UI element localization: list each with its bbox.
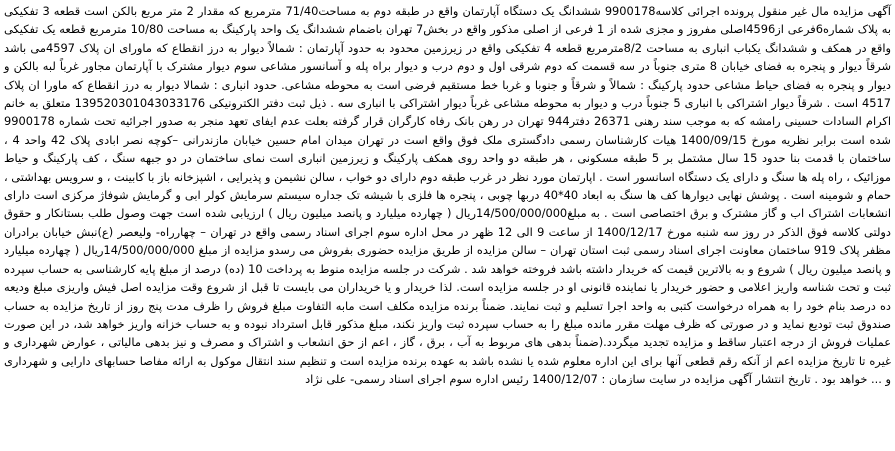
auction-notice-text: آگهی مزایده مال غیر منقول پرونده اجرائی کلاسه9900178 ششدانگ یک دستگاه آپارتمان واقع در طبقه دوم به مساحت71/40 مترمربع که مقدار 2 متر مربع بالکن است قطعه 3 تفکیکی به پلاک شماره6فرعی از4596اصلی مفروز و مجزی شده از 1 فرعی از اصلی مذکور واقع در بخش7 تهران باضمام ششدانگ یک واحد پارکینگ به مساحت 10/80 مترمربع قطعه یک تفکیکی واقع در همکف و ششدانگ یکباب انباری به مساحت 8/2مترمربع قطعه 4 تفکیکی واقع در زیرزمین محدود به حدود آپارتمان : شمالاً دیوار به درز انقطاع که ماورای ان پلاک 4597می باشد شرقاً دیوار و پنجره به فضای خیابان 8 متری جنوباً در سه قسمت که دوم شرقی اول و دوم درب و دیوار براه پله و آسانسور مشاعی سوم دیوار مشترک با آپارتمان مجاور غرباً لبه بالکن و دیوار و پنجره به فضای حیاط مشاعی حدود پارکینگ : شمالاً و شرقاً و جنوبا و غربا خط مستقیم فرضی است به محوطه مشاعی. حدود انباری : شمالا دیوار به درز انقطاع که ماورا ان پلاک 4517 است . شرقاً دیوار اشتراکی با انباری 5 جنوباً درب و دیوار به محوطه مشاعی غرباً دیوار اشتراکی با انباری سه . ذیل ثبت دفتر الکترونیکی 139520301043033176 متعلق به خانم اکرام السادات حسینی رامشه که به موجب سند رهنی 26371 دفتر944 تهران در رهن بانک رفاه کارگران قرار گرفته بعلت عدم ایفای تعهد منجر به صدور اجرائیه تحت شماره 9900178 شده است برابر نظریه مورخ 1400/09/15 هیات کارشناسان رسمی دادگستری ملک فوق واقع است در تهران میدان امام حسین خیابان مازندرانی –کوچه نصر ابادی پلاک 42 واحد 4 ، ساختمان با قدمت بنا حدود 15 سال مشتمل بر 5 طبقه مسکونی ، هر طبقه دو واحد روی همکف پارکینگ و زیرزمین انباری است نمای ساختمان در دو جبهه سنگ ، کف پارکینگ و حیاط موزائیک ، راه پله ها سنگ و دارای یک دستگاه اسانسور است . اپارتمان مورد نظر در غرب طبقه دوم دارای دو خواب ، سالن نشیمن و پذیرایی ، اشپزخانه باز با کابینت ، و سرویس بهداشتی ، حمام و شومینه است . پوشش نهایی دیوارها کف ها سنگ به ابعاد 40*40 دربها چوبی ، پنجره ها فلزی با شیشه تک جداره سیستم سرمایش کولر ابی و گرمایش شوفاژ مرکزی است دارای انشعابات اشتراک اب و گاز مشترک و برق اختصاصی است . به مبلغ14/500/000/000ریال ( چهارده میلیارد و پانصد میلیون ریال ) ارزیابی شده است جهت وصول طلب بستانکار و حقوق دولتی کلاسه فوق الذکر در روز سه شنبه مورخ 1400/12/17 از ساعت 9 الی 12 ظهر در محل اداره سوم اجرای اسناد رسمی واقع در تهران – چهارراه- ولیعصر (ع)نبش خیابان برادران مظفر پلاک 919 ساختمان معاونت اجرای اسناد رسمی ثبت استان تهران – سالن مزایده از طریق مزایده حضوری بفروش می رسدو مزایده از مبلغ 14/500/000/000ریال ( چهارده میلیارد و پانصد میلیون ریال ) شروع و به بالاترین قیمت که خریدار داشته باشد فروخته خواهد شد . شرکت در جلسه مزایده منوط به پرداخت 10 (ده) درصد از مبلغ پایه کارشناسی به حساب سپرده ثبت و تحت شناسه واریز اعلامی و حضور خریدار یا نماینده قانونی او در جلسه مزایده است. لذا خریدار و یا خریداران می بایست تا قبل از شروع وقت مزایده اصل فیش واریزی مبلغ ودیعه ده درصد بنام خود را به همراه درخواست کتبی به واحد اجرا تسلیم و ثبت نمایند. ضمناً برنده مزایده مکلف است مابه التفاوت مبلغ فروش را ظرف مدت پنج روز از تاریخ مزایده به حساب صندوق ثبت تودیع نماید و در صورتی که ظرف مهلت مقرر مانده مبلغ را به حساب سپرده ثبت واریز نکند، مبلغ مذکور قابل استرداد نبوده و به حساب خزانه واریز خواهد شد، در این صورت عملیات فروش از درجه اعتبار ساقط و مزایده تجدید میگردد.(ضمناً بدهی های مربوط به آب ، برق ، گاز ، اعم از حق انشعاب و اشتراک و مصرف و نیز بدهی مالیاتی ، عوارض شهرداری و غیره تا تاریخ مزایده اعم از آنکه رقم قطعی آنها برای این اداره معلوم شده یا نشده باشد به عهده برنده مزایده است و تنظیم سند انتقال موکول به ارائه مفاصا حسابهای دارایی و شهرداری و ... خواهد بود . تاریخ انتشار آگهی مزایده در سایت سازمان : 1400/12/07 رئیس اداره سوم اجرای اسناد رسمی- علی نژاد: [4, 4, 892, 387]
